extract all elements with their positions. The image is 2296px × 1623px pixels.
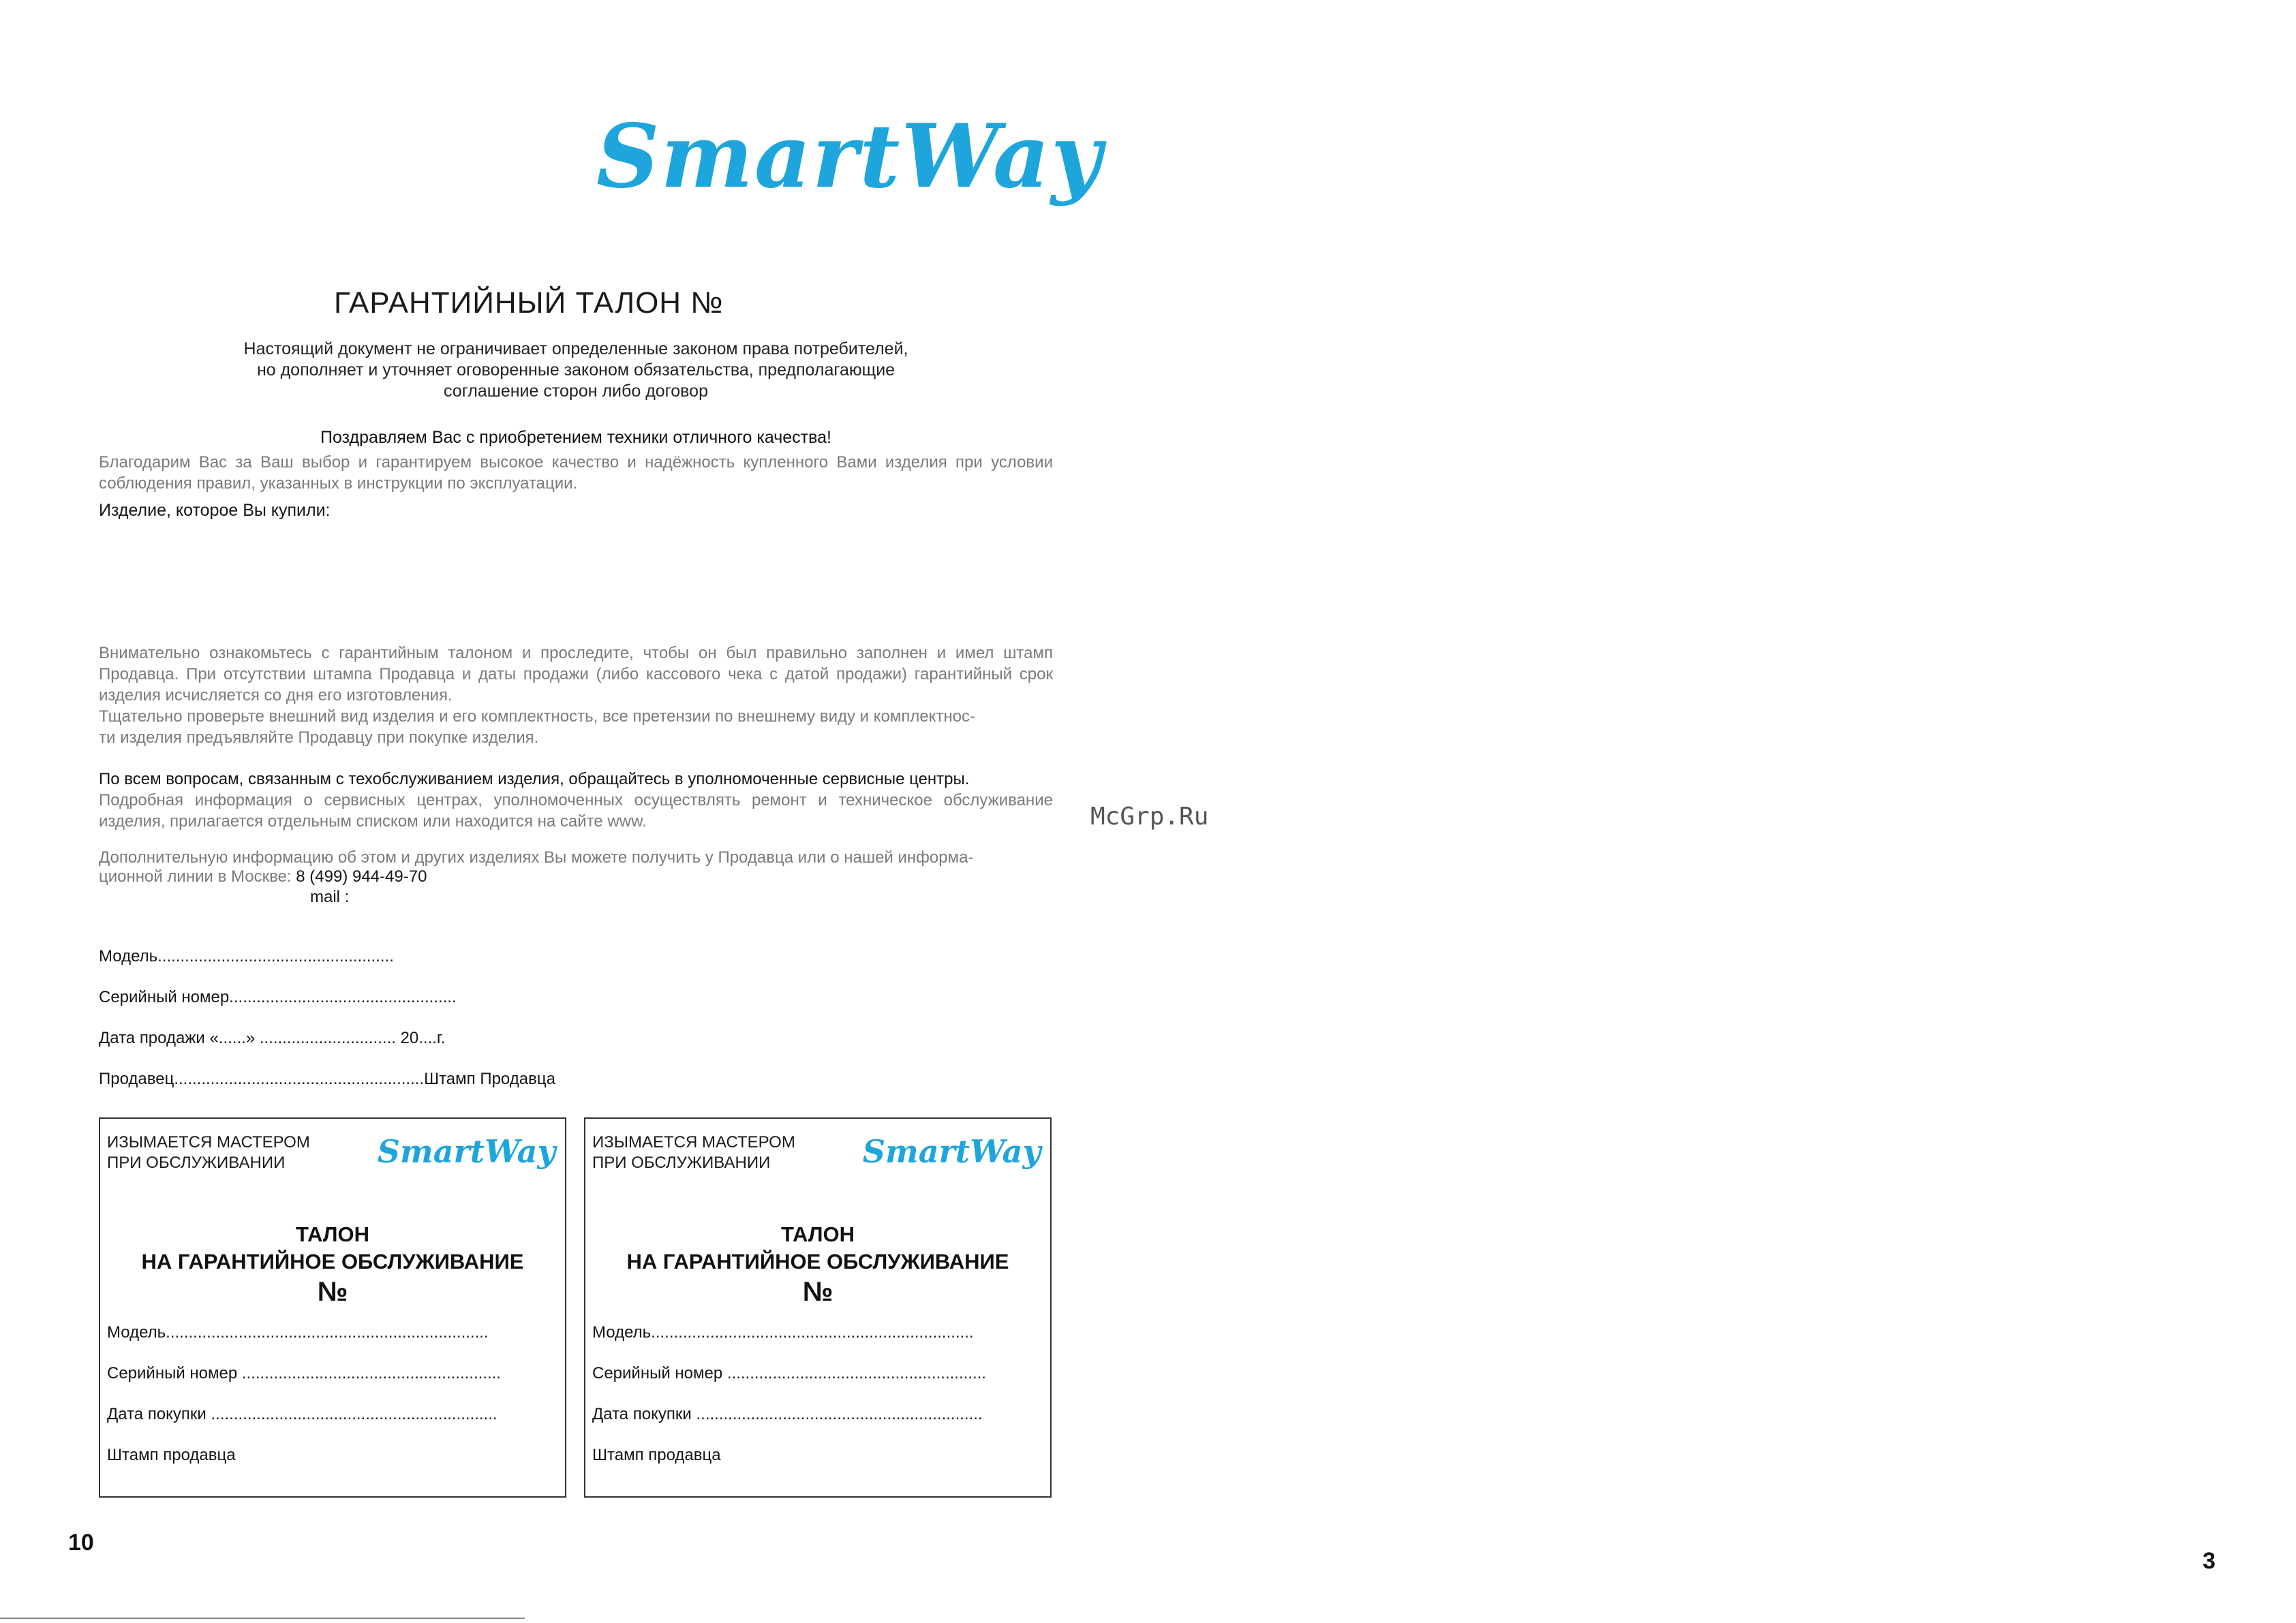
congratulations-text: Поздравляем Вас с приобретением техники отличного качества! bbox=[320, 428, 831, 447]
coupon-title-line: НА ГАРАНТИЙНОЕ ОБСЛУЖИВАНИЕ bbox=[141, 1250, 524, 1273]
disclaimer-line: но дополняет и уточняет оговоренные законом обязательства, предполагающие bbox=[256, 360, 896, 380]
serial-field: Серийный номер.................................................. bbox=[99, 988, 457, 1006]
page-title: ГАРАНТИЙНЫЙ ТАЛОН № bbox=[334, 286, 724, 320]
product-label: Изделие, которое Вы купили: bbox=[99, 501, 331, 520]
coupon-serial-field: Серийный номер ......................................................... bbox=[592, 1364, 986, 1382]
coupon-note-line: ИЗЫМАЕТСЯ МАСТЕРОМ bbox=[107, 1133, 310, 1151]
sale-date-field: Дата продажи «......» .............................. 20....г. bbox=[99, 1029, 446, 1047]
coupon-title-line: ТАЛОН bbox=[295, 1222, 369, 1246]
page-number-right: 3 bbox=[2203, 1548, 2216, 1574]
mail-label: mail : bbox=[310, 888, 350, 906]
extra-info-line: Дополнительную информацию об этом и других изделиях Вы можете получить у Продавца или о нашей информа- bbox=[99, 848, 974, 867]
page-number-left: 10 bbox=[68, 1530, 94, 1556]
coupon-number-sign: № bbox=[317, 1277, 348, 1307]
coupon-model-field: Модель....................................................................... bbox=[107, 1323, 489, 1342]
disclaimer-line: соглашение сторон либо договор bbox=[444, 382, 708, 401]
coupon-note-line: ИЗЫМАЕТСЯ МАСТЕРОМ bbox=[592, 1133, 795, 1151]
phone-number: 8 (499) 944-49-70 bbox=[296, 867, 427, 886]
disclaimer-line: Настоящий документ не ограничивает определенные законом права потребителей, bbox=[243, 339, 908, 358]
smartway-logo: SmartWay bbox=[596, 106, 1103, 208]
coupon-note-line: ПРИ ОБСЛУЖИВАНИИ bbox=[592, 1154, 771, 1172]
coupon-note bbox=[592, 1132, 795, 1173]
inspect-line: Тщательно проверьте внешний вид изделия и его комплектность, все претензии по внешнему виду и комплектнос- bbox=[99, 707, 976, 726]
coupon-note bbox=[107, 1132, 310, 1173]
coupon-number-sign: № bbox=[802, 1277, 833, 1307]
coupon-logo: SmartWay bbox=[862, 1133, 1041, 1170]
warranty-coupon bbox=[584, 1117, 1052, 1498]
thanks-paragraph: Благодарим Вас за Ваш выбор и гарантируем высокое качество и надёжность купленного Вами изделия при условии соблюдения правил, указанных в инструкции по эксплуатации. bbox=[99, 453, 1053, 493]
disclaimer bbox=[204, 339, 947, 402]
coupon-stamp-field: Штамп продавца bbox=[107, 1446, 236, 1464]
coupon-serial-field: Серийный номер ......................................................... bbox=[107, 1364, 501, 1382]
coupon-title-line: ТАЛОН bbox=[780, 1222, 855, 1246]
check-card-paragraph: Внимательно ознакомьтесь с гарантийным талоном и проследите, чтобы он был правильно заполнен и имел штамп Продавца. При отсутствии штампа Продавца и даты продажи (либо кассового чека с датой продажи) гарантийный срок изделия исчисляется со дня его изготовления. bbox=[99, 644, 1053, 705]
coupon-title bbox=[585, 1221, 1050, 1276]
coupon-purchase-date-field: Дата покупки ............................................................... bbox=[107, 1405, 498, 1423]
bottom-rule bbox=[0, 1618, 525, 1619]
coupon-purchase-date-field: Дата покупки ............................................................... bbox=[592, 1405, 983, 1423]
coupon-title bbox=[100, 1221, 565, 1276]
coupon-stamp-field: Штамп продавца bbox=[592, 1446, 721, 1464]
seller-field: Продавец.......................................................Штамп Продавца bbox=[99, 1070, 555, 1088]
warranty-coupon bbox=[99, 1117, 566, 1498]
inspect-line: ти изделия предъявляйте Продавцу при покупке изделия. bbox=[99, 728, 539, 747]
coupon-note-line: ПРИ ОБСЛУЖИВАНИИ bbox=[107, 1154, 286, 1172]
service-info-paragraph: Подробная информация о сервисных центрах, уполномоченных осуществлять ремонт и техническое обслуживание изделия, прилагается отдельным списком или находится на сайте www. bbox=[99, 791, 1053, 831]
coupon-logo: SmartWay bbox=[377, 1133, 556, 1170]
watermark-text: McGrp.Ru bbox=[1090, 803, 1209, 831]
hotline-label: ционной линии в Москве: bbox=[99, 867, 292, 886]
service-centers-note: По всем вопросам, связанным с техобслуживанием изделия, обращайтесь в уполномоченные сервисные центры. bbox=[99, 770, 970, 788]
hotline-line bbox=[99, 867, 427, 886]
coupon-model-field: Модель....................................................................... bbox=[592, 1323, 974, 1342]
coupon-title-line: НА ГАРАНТИЙНОЕ ОБСЛУЖИВАНИЕ bbox=[626, 1250, 1009, 1273]
model-field: Модель.................................................... bbox=[99, 947, 394, 965]
